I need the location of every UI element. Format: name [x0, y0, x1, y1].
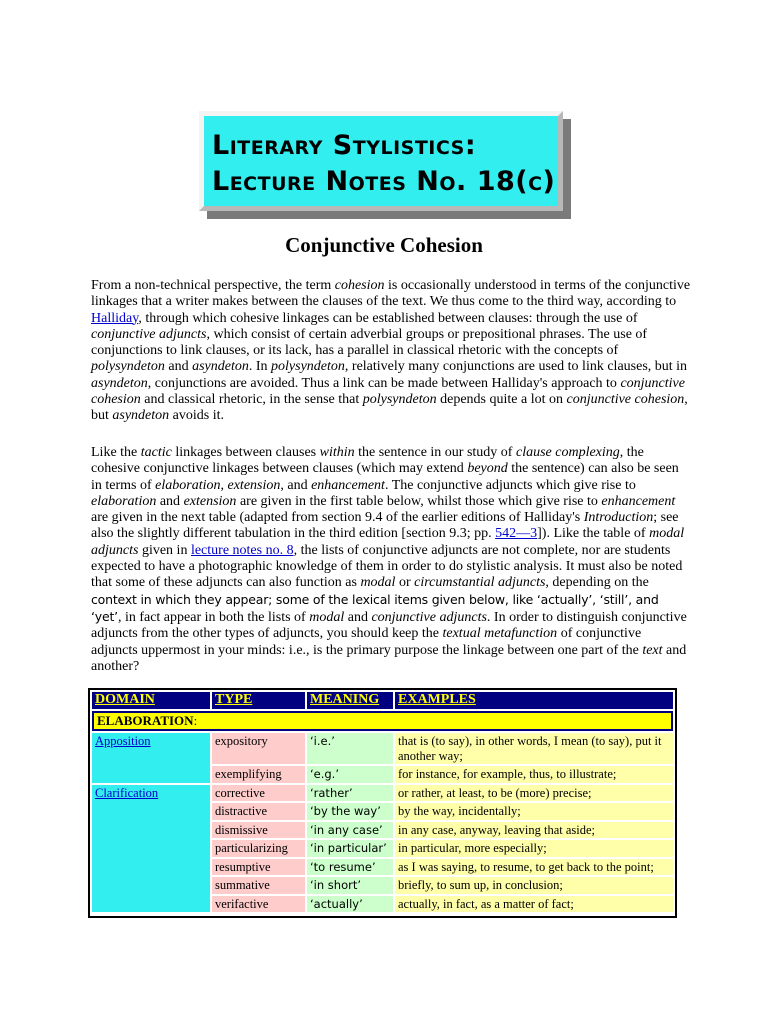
section-row-elaboration — [92, 711, 673, 732]
text-run: and — [164, 359, 193, 375]
text-run: and classical rhetoric, in the sense that — [140, 392, 363, 408]
meaning-cell: ‘in short’ — [307, 877, 393, 894]
page-title: Conjunctive Cohesion — [285, 233, 483, 257]
term-elaboration: elaboration — [155, 477, 221, 493]
pages-link[interactable]: 542—3 — [495, 526, 538, 542]
text-run: linkages between clauses — [171, 445, 320, 460]
examples-cell: as I was saying, to resume, to get back to the point; — [395, 859, 673, 876]
type-cell: verifactive — [212, 896, 305, 913]
term-modal: modal — [309, 609, 345, 625]
meaning-cell: ‘actually’ — [307, 896, 393, 913]
type-cell: expository — [212, 733, 305, 764]
meaning-cell: ‘to resume’ — [307, 859, 393, 876]
examples-cell: that is (to say), in other words, I mean (to say), put it another way; — [395, 733, 673, 764]
paragraph-intro — [91, 278, 691, 425]
term-introduction: Introduction — [583, 510, 654, 526]
text-run: are given in the next table (adapted from section 9.4 of the earlier editions of Halliday's — [91, 510, 584, 526]
term-extension: extension — [227, 477, 281, 493]
term-modal: modal — [360, 575, 396, 591]
lecture-notes-8-link[interactable]: lecture notes no. 8 — [190, 542, 294, 558]
text-run: the sentence) can also be seen in terms of — [91, 461, 679, 493]
term-within: within — [319, 445, 355, 460]
handwritten-style-text: context in which they appear; some of the lexical items given below, like ‘actually’, ‘still’, and ‘yet’ — [91, 591, 659, 624]
examples-cell: for instance, for example, thus, to illustrate; — [395, 766, 673, 783]
conjunctive-adjuncts-table — [88, 688, 677, 918]
banner-line-1: Literary Stylistics: — [212, 130, 477, 161]
text-run: , relatively many conjunctions are used to link clauses, but in — [344, 359, 688, 375]
text-run: , and — [280, 477, 312, 493]
section-title: ELABORATION — [97, 712, 194, 728]
text-run: the sentence in our study of — [354, 445, 516, 460]
term-cohesion: cohesion — [334, 278, 385, 293]
term-conjunctive-cohesion: conjunctive cohesion — [566, 392, 685, 408]
text-run: . In — [248, 359, 272, 375]
term-conjunctive-cohesion: conjunctive cohesion — [91, 375, 685, 408]
banner-line-2: Lecture Notes No. 18(c) — [212, 166, 556, 197]
meaning-cell: ‘by the way’ — [307, 803, 393, 820]
term-tactic: tactic — [140, 445, 172, 460]
header-meaning: MEANING — [307, 692, 393, 709]
text-run: . The conjunctive adjuncts which give rise to — [384, 477, 636, 493]
text-run: , which consist of certain adverbial groups or prepositional phrases. The use of conjunctions to link clauses, or its lack, has a parallel in classical rhetoric with the concepts of — [91, 326, 648, 359]
halliday-link[interactable]: Halliday — [91, 310, 139, 326]
term-conjunctive-adjuncts: conjunctive adjuncts — [91, 326, 207, 342]
term-circumstantial-adjuncts: circumstantial adjuncts — [414, 575, 546, 591]
table-row — [92, 785, 673, 802]
text-run: depends quite a lot on — [436, 392, 567, 408]
type-cell: particularizing — [212, 840, 305, 857]
type-cell: dismissive — [212, 822, 305, 839]
meaning-cell: ‘in particular’ — [307, 840, 393, 857]
text-run: , the lists of conjunctive adjuncts are not complete, nor are students expected to have a photographic knowledge of them in order to do stylistic analysis. It must also be noted that some of these adjuncts can also function as — [91, 542, 683, 591]
text-run: ; see also the slightly different tabulation in the third edition [section 9.3; pp. — [91, 510, 679, 542]
text-run: are given in the first table below, whilst those which give rise to — [236, 493, 602, 509]
lecture-banner — [199, 111, 563, 211]
header-examples: EXAMPLES — [395, 692, 673, 709]
term-asyndeton: asyndeton — [91, 375, 148, 391]
table-header-row — [92, 692, 673, 709]
clarification-link[interactable]: Clarification — [95, 785, 159, 800]
meaning-cell: ‘in any case’ — [307, 822, 393, 839]
section-label — [92, 711, 673, 732]
text-run: or — [395, 575, 415, 591]
text-run: given in — [138, 542, 191, 558]
text-run: , — [220, 477, 228, 493]
type-cell: exemplifying — [212, 766, 305, 783]
term-asyndeton: asyndeton — [192, 359, 249, 375]
term-polysyndeton: polysyndeton — [271, 359, 345, 375]
term-beyond: beyond — [467, 461, 508, 477]
text-run: and — [156, 493, 184, 509]
examples-cell: in any case, anyway, leaving that aside; — [395, 822, 673, 839]
text-run: ]). Like the table of — [537, 526, 650, 542]
term-modal-adjuncts: modal adjuncts — [91, 526, 685, 558]
type-cell: distractive — [212, 803, 305, 820]
type-cell: summative — [212, 877, 305, 894]
term-enhancement: enhancement — [311, 477, 385, 493]
text-run: , in fact appear in both the lists of — [117, 609, 310, 625]
apposition-link[interactable]: Apposition — [95, 734, 151, 748]
examples-cell: by the way, incidentally; — [395, 803, 673, 820]
paragraph-tactic — [91, 445, 691, 675]
examples-cell: in particular, more especially; — [395, 840, 673, 857]
text-run: and — [344, 609, 372, 625]
term-polysyndeton: polysyndeton — [91, 359, 165, 375]
term-elaboration: elaboration — [91, 493, 157, 509]
term-clause-complexing: clause complexing — [515, 445, 620, 460]
term-textual-metafunction: textual metafunction — [442, 626, 558, 642]
text-run: . In order to distinguish conjunctive adjuncts from the other types of adjuncts, you should keep the — [91, 609, 687, 642]
text-run: From a non-technical perspective, the term — [91, 278, 335, 293]
examples-cell: actually, in fact, as a matter of fact; — [395, 896, 673, 913]
text-run: , conjunctions are avoided. Thus a link can be made between Halliday's approach to — [147, 375, 621, 391]
term-conjunctive-adjuncts: conjunctive adjuncts — [371, 609, 487, 625]
text-run: avoids it. — [169, 408, 224, 424]
meaning-cell: ‘e.g.’ — [307, 766, 393, 783]
header-domain: DOMAIN — [92, 692, 210, 709]
meaning-cell: ‘rather’ — [307, 785, 393, 802]
text-run: , the cohesive conjunctive linkages between clauses (which may extend — [91, 445, 644, 477]
text-run: and another? — [91, 642, 687, 674]
term-text: text — [642, 642, 663, 658]
domain-cell-clarification — [92, 785, 210, 913]
examples-cell: or rather, at least, to be (more) precise; — [395, 785, 673, 802]
domain-cell-apposition — [92, 733, 210, 783]
elaboration-table — [90, 690, 675, 914]
term-extension: extension — [183, 493, 237, 509]
meaning-cell: ‘i.e.’ — [307, 733, 393, 764]
text-run: , but — [91, 392, 688, 424]
type-cell: corrective — [212, 785, 305, 802]
text-run: of conjunctive adjuncts uppermost in your minds: i.e., is the primary purpose the linkage between one part of the — [91, 626, 643, 658]
table-row — [92, 733, 673, 764]
header-type: TYPE — [212, 692, 305, 709]
section-colon: : — [193, 712, 198, 728]
term-enhancement: enhancement — [601, 493, 676, 509]
text-run: is occasionally understood in terms of the conjunctive linkages that a writer makes between the clauses of the text. We thus come to the third way, according to — [91, 278, 691, 310]
term-polysyndeton: polysyndeton — [362, 392, 437, 408]
text-run: Like the — [91, 445, 141, 460]
text-run: , depending on the — [545, 575, 649, 591]
examples-cell: briefly, to sum up, in conclusion; — [395, 877, 673, 894]
type-cell: resumptive — [212, 859, 305, 876]
term-asyndeton: asyndeton — [112, 408, 170, 424]
text-run: , through which cohesive linkages can be established between clauses: through the use of — [138, 310, 638, 326]
